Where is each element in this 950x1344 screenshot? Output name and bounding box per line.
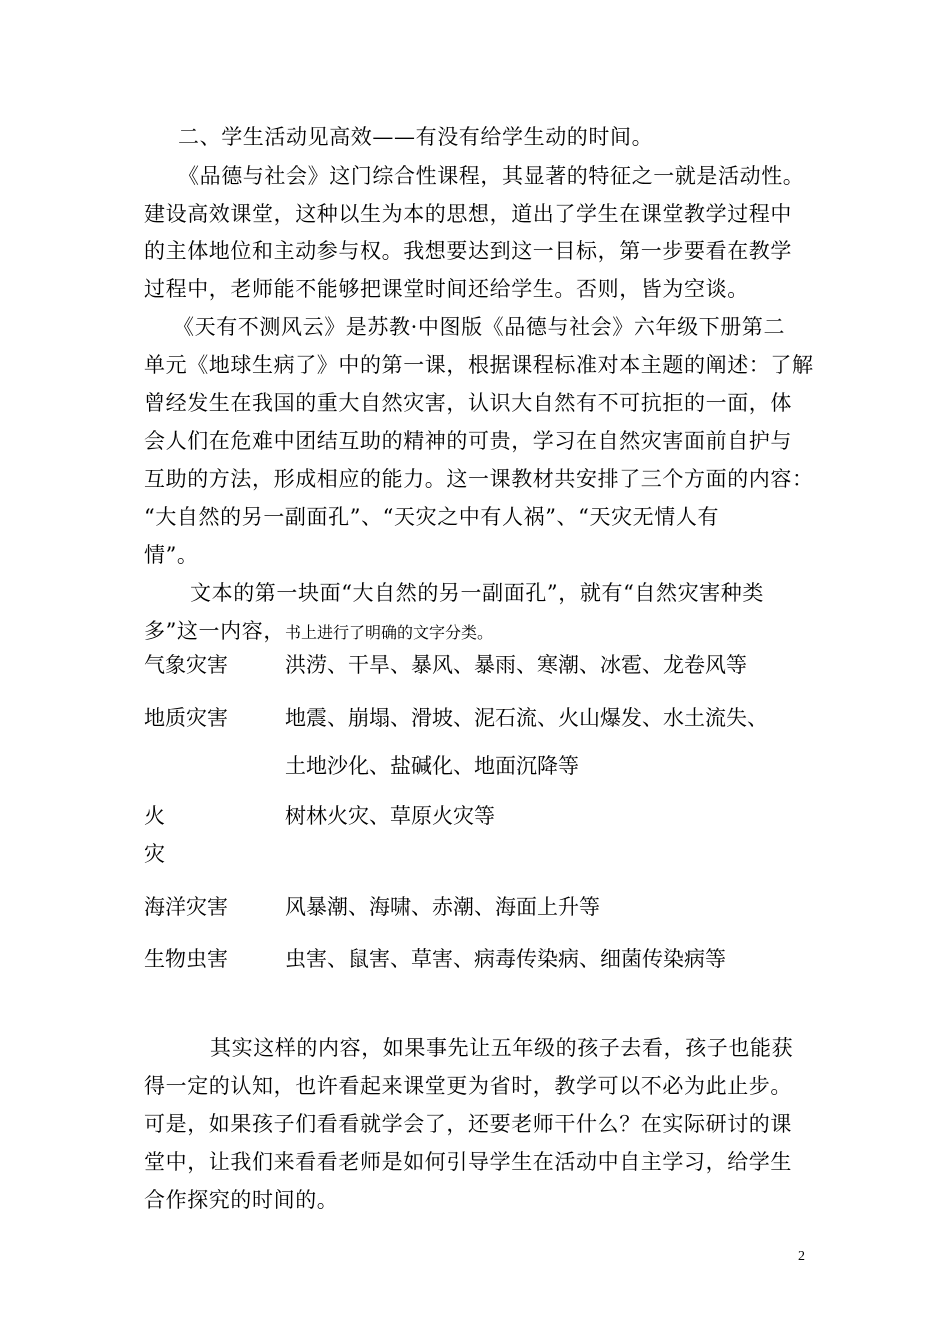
paragraph-3-line-1: 文本的第一块面“大自然的另一副面孔”，就有“自然灾害种类 — [190, 581, 765, 605]
table-row-value: 风暴潮、海啸、赤潮、海面上升等 — [285, 895, 600, 919]
section-heading: 二、学生活动见高效——有没有给学生动的时间。 — [178, 125, 654, 149]
paragraph-4-line-2: 得一定的认知，也许看起来课堂更为省时，教学可以不必为此止步。 — [144, 1074, 792, 1098]
table-row-value: 树林火灾、草原火灾等 — [285, 804, 495, 828]
page-number: 2 — [798, 1249, 805, 1264]
table-row-label: 地质灾害 — [144, 706, 228, 730]
paragraph-2-line-6: “大自然的另一副面孔”、“天灾之中有人祸”、“天灾无情人有 — [144, 505, 720, 529]
paragraph-2-line-2: 单元《地球生病了》中的第一课，根据课程标准对本主题的阐述：了解 — [144, 353, 814, 377]
paragraph-4-line-3: 可是，如果孩子们看看就学会了，还要老师干什么？在实际研讨的课 — [144, 1112, 792, 1136]
table-row-label: 气象灾害 — [144, 653, 228, 677]
paragraph-2-line-3: 曾经发生在我国的重大自然灾害，认识大自然有不可抗拒的一面，体 — [144, 391, 792, 415]
table-row-value: 洪涝、干旱、暴风、暴雨、寒潮、冰雹、龙卷风等 — [285, 653, 747, 677]
table-row-label: 生物虫害 — [144, 947, 228, 971]
paragraph-1-line-2: 建设高效课堂，这种以生为本的思想，道出了学生在课堂教学过程中 — [144, 202, 792, 226]
paragraph-1-line-4: 过程中，老师能不能够把课堂时间还给学生。否则，皆为空谈。 — [144, 277, 749, 301]
paragraph-2-line-5: 互助的方法，形成相应的能力。这一课教材共安排了三个方面的内容： — [144, 467, 814, 491]
table-row-value-continued: 土地沙化、盐碱化、地面沉降等 — [285, 754, 579, 778]
paragraph-2-line-1: 《天有不测风云》是苏教·中图版《品德与社会》六年级下册第二 — [173, 315, 786, 339]
paragraph-2-line-7: 情”。 — [144, 543, 199, 567]
paragraph-4-line-4: 堂中，让我们来看看老师是如何引导学生在活动中自主学习，给学生 — [144, 1150, 792, 1174]
table-row-value: 虫害、鼠害、草害、病毒传染病、细菌传染病等 — [285, 947, 726, 971]
paragraph-3-main-text: 多”这一内容， — [144, 619, 285, 643]
table-row-label: 海洋灾害 — [144, 895, 228, 919]
paragraph-4-line-5: 合作探究的时间的。 — [144, 1188, 339, 1212]
table-row-value: 地震、崩塌、滑坡、泥石流、火山爆发、水土流失、 — [285, 706, 768, 730]
paragraph-3-line-2 — [144, 617, 493, 647]
paragraph-4-line-1: 其实这样的内容，如果事先让五年级的孩子去看，孩子也能获 — [210, 1036, 794, 1060]
paragraph-1-line-1: 《品德与社会》这门综合性课程，其显著的特征之一就是活动性。 — [178, 164, 805, 188]
table-row-label-line-1: 火 — [144, 804, 165, 828]
paragraph-3-small-text: 书上进行了明确的文字分类。 — [284, 623, 493, 642]
table-row-label-line-2: 灾 — [144, 842, 165, 866]
paragraph-2-line-4: 会人们在危难中团结互助的精神的可贵，学习在自然灾害面前自护与 — [144, 429, 792, 453]
paragraph-1-line-3: 的主体地位和主动参与权。我想要达到这一目标，第一步要看在教学 — [144, 239, 792, 263]
